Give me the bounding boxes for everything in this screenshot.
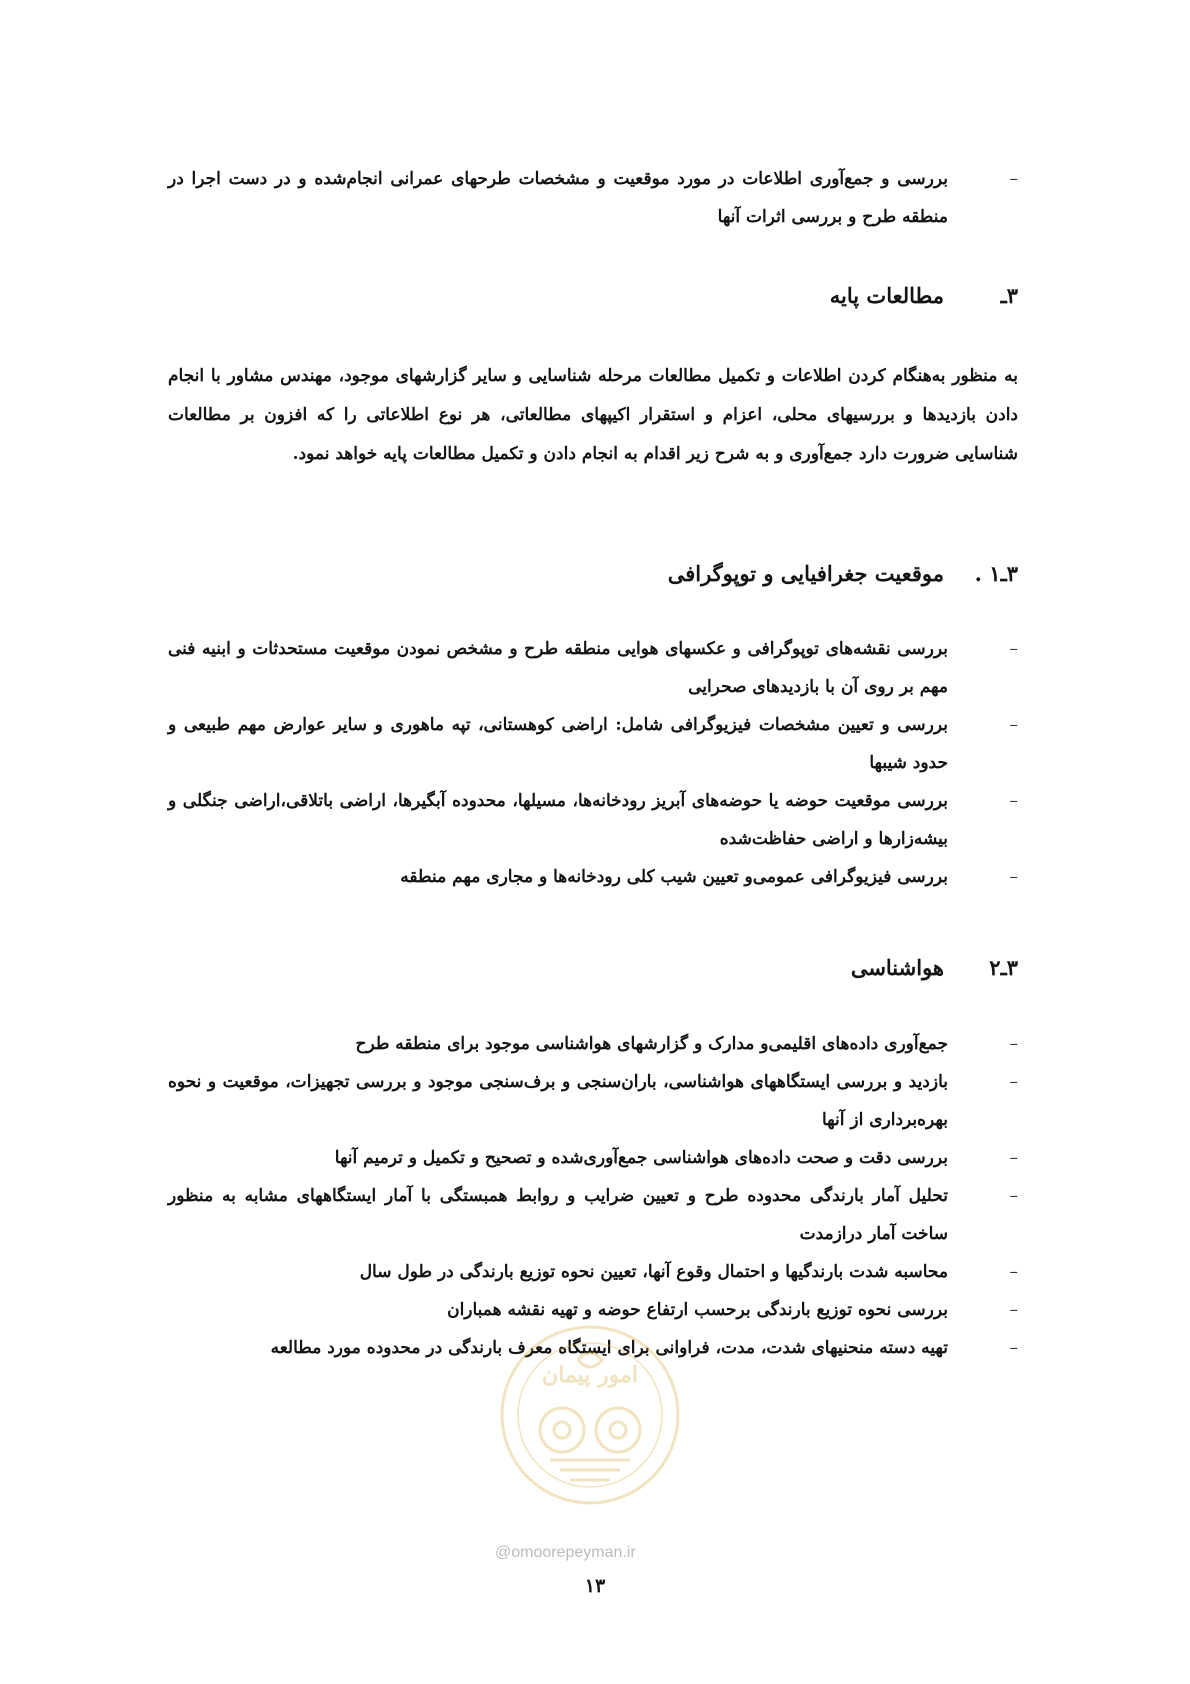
list-item: [168, 1025, 1018, 1063]
section-paragraph: به منظور به‌هنگام کردن اطلاعات و تکمیل مطالعات مرحله شناسایی و سایر گزارشهای موجود، مهندس مشاور با انجام دادن بازدیدها و بررسیهای محلی، اعزام و استقرار اکیپهای مطالعاتی، هر نوع اطلاعاتی را که افزون بر مطالعات شناسایی ضرورت دارد جمع‌آوری و به شرح زیر اقدام به انجام دادن و تکمیل مطالعات پایه خواهد نمود.: [168, 366, 1018, 464]
list-item-text: بازدید و بررسی ایستگاههای هواشناسی، باران‌سنجی و برف‌سنجی موجود و بررسی تجهیزات، موقعیت و نحوه بهره‌برداری از آنها: [168, 1072, 948, 1130]
section-heading-3: [830, 283, 1018, 308]
bullet-list-3-1: [168, 630, 1018, 896]
list-item-text: جمع‌آوری داده‌های اقلیمی‌و مدارک و گزارشهای هواشناسی موجود برای منطقه طرح: [355, 1034, 948, 1054]
dash-marker: –: [1009, 1148, 1018, 1168]
list-item-text: بررسی نحوه توزیع بارندگی برحسب ارتفاع حوضه و تهیه نقشه همباران: [447, 1300, 948, 1320]
watermark-seal-icon: [490, 1320, 690, 1510]
section-number: ۳ـ۱ .: [974, 561, 1018, 586]
list-item-text: تحلیل آمار بارندگی محدوده طرح و تعیین ضرایب و روابط همبستگی با آمار ایستگاههای مشابه به منظور ساخت آمار درازمدت: [168, 1186, 948, 1244]
list-item-text: بررسی دقت و صحت داده‌های هواشناسی جمع‌آوری‌شده و تصحیح و تکمیل و ترمیم آنها: [334, 1148, 948, 1168]
bullet-list-3-2: [168, 1025, 1018, 1367]
page-number: ۱۳: [584, 1575, 606, 1597]
list-item-text: بررسی و تعیین مشخصات فیزیوگرافی شامل: اراضی کوهستانی، تپه ماهوری و سایر عوارض مهم طبیعی و حدود شیبها: [168, 715, 948, 773]
list-item: [168, 1177, 1018, 1253]
section-title: موقعیت جغرافیایی و توپوگرافی: [667, 561, 944, 586]
dash-marker: –: [1009, 1034, 1018, 1054]
section-title: هواشناسی: [850, 955, 944, 980]
list-item: [168, 782, 1018, 858]
list-item: [168, 1253, 1018, 1291]
watermark-logo-text: امور پیمان: [542, 1362, 638, 1388]
dash-marker: –: [1009, 791, 1018, 811]
list-item: [168, 1063, 1018, 1139]
dash-marker: –: [1009, 715, 1018, 735]
watermark-site: @omoorepeyman.ir: [495, 1544, 636, 1561]
list-item-text: بررسی نقشه‌های توپوگرافی و عکسهای هوایی منطقه طرح و مشخص نمودن موقعیت مستحدثات و ابنیه فنی مهم بر روی آن با بازدیدهای صحرایی: [168, 639, 948, 697]
section-heading-3-2: [851, 955, 1018, 980]
list-item-text: تهیه دسته منحنیهای شدت، مدت، فراوانی برای ایستگاه معرف بارندگی در محدوده مورد مطالعه: [270, 1338, 948, 1358]
dash-marker: –: [1009, 1072, 1018, 1092]
dash-marker: –: [1009, 169, 1018, 189]
dash-marker: –: [1009, 639, 1018, 659]
section-title: مطالعات پایه: [829, 283, 944, 308]
list-item-text: بررسی و جمع‌آوری اطلاعات در مورد موقعیت و مشخصات طرحهای عمرانی انجام‌شده و در دست اجرا در منطقه طرح و بررسی اثرات آنها: [168, 169, 948, 227]
list-item-text: بررسی فیزیوگرافی عمومی‌و تعیین شیب کلی رودخانه‌ها و مجاری مهم منطقه: [400, 867, 948, 887]
list-item: [168, 706, 1018, 782]
dash-marker: –: [1009, 1338, 1018, 1358]
dash-marker: –: [1009, 1300, 1018, 1320]
dash-marker: –: [1009, 1262, 1018, 1282]
list-item-text: بررسی موقعیت حوضه یا حوضه‌های آبریز رودخانه‌ها، مسیلها، محدوده آبگیرها، اراضی باتلاقی،اراضی جنگلی و بیشه‌زارها و اراضی حفاظت‌شده: [168, 791, 948, 849]
list-item-text: محاسبه شدت بارندگیها و احتمال وقوع آنها، تعیین نحوه توزیع بارندگی در طول سال: [359, 1262, 948, 1282]
list-item: [168, 1139, 1018, 1177]
list-item: [168, 858, 1018, 896]
intro-bullet-block: [168, 160, 1018, 236]
dash-marker: –: [1009, 867, 1018, 887]
list-item: [168, 160, 1018, 236]
dash-marker: –: [1009, 1186, 1018, 1206]
section-number: ۳ـ۲: [989, 955, 1018, 980]
section-number: ۳ـ: [1000, 283, 1018, 308]
section-heading-3-1: [668, 561, 1018, 586]
list-item: [168, 630, 1018, 706]
